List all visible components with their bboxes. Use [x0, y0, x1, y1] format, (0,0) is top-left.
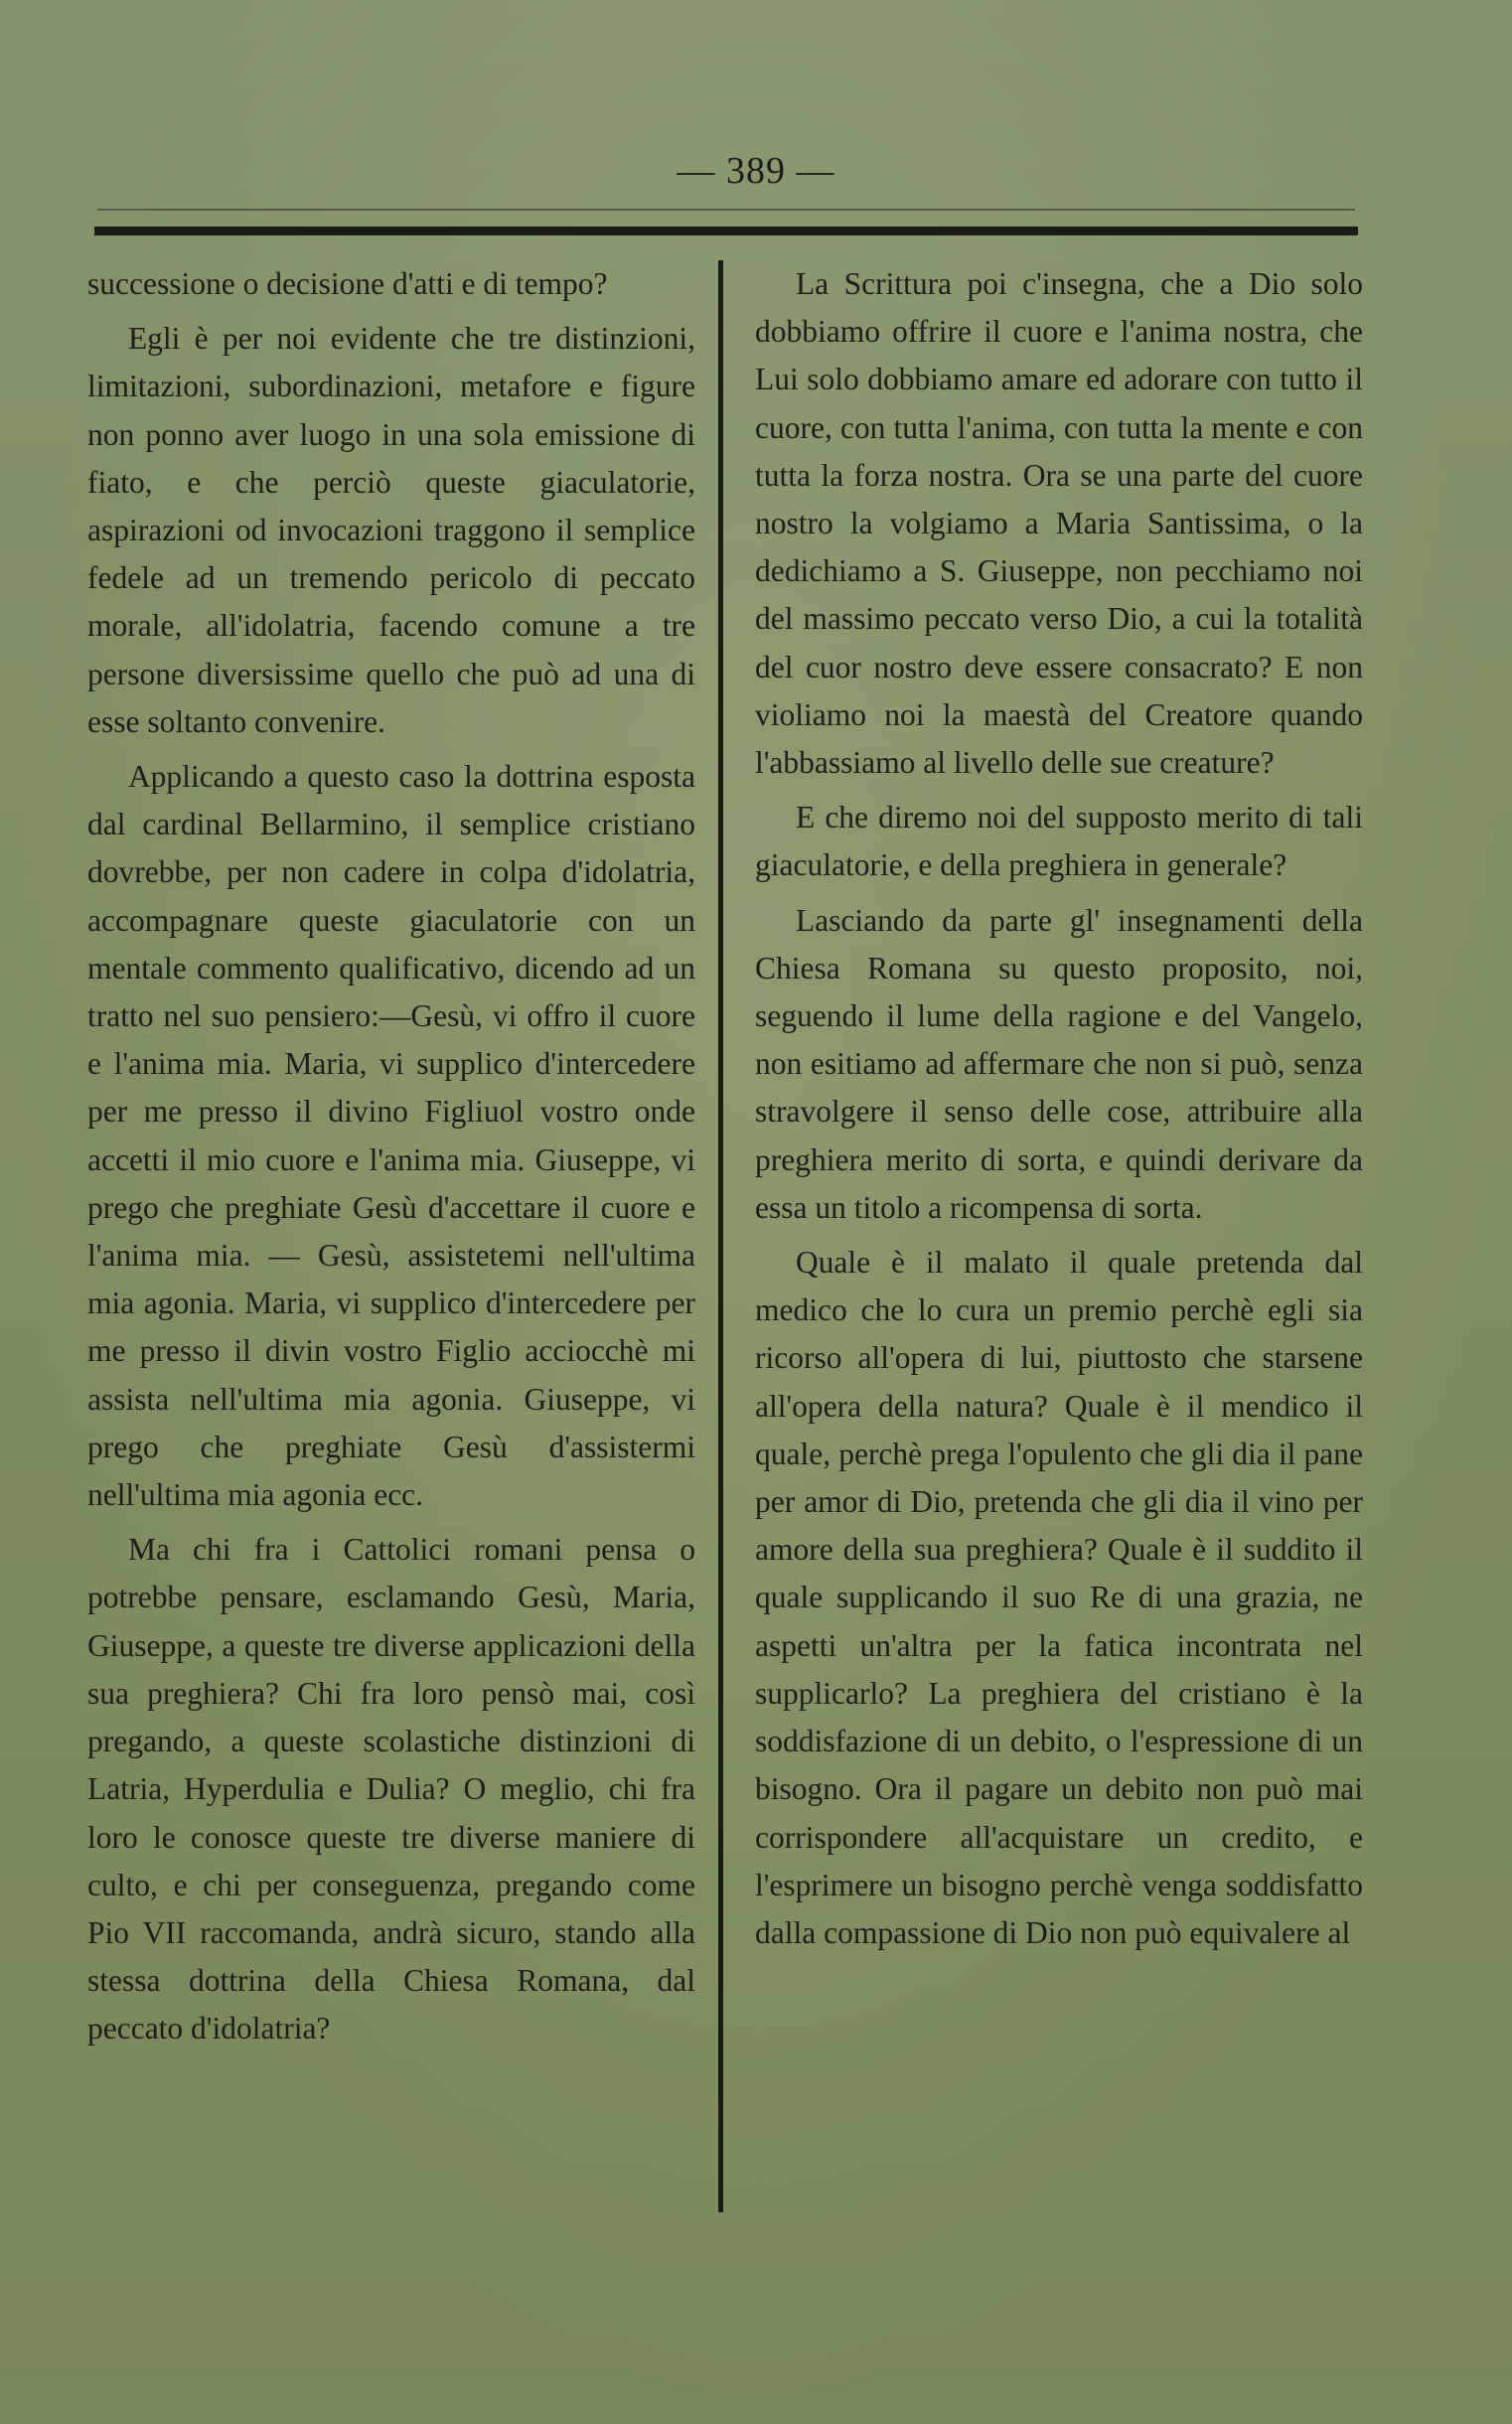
right-column — [755, 260, 1363, 1964]
paragraph: E che diremo noi del supposto merito di tali giaculatorie, e della preghiera in generale? — [755, 800, 1363, 883]
paragraph: Quale è il malato il quale pretenda dal medico che lo cura un premio perchè egli sia ricorso all'opera di lui, piuttosto che starsene all'opera della natura? Quale è il mendico il quale, perchè prega l'opulento che gli dia il pane per amor di Dio, pretenda che gli dia il vino per amore della sua preghiera? Quale è il suddito il quale supplicando il suo Re di una grazia, ne aspetti un'altra per la fatica incontrata nel supplicarlo? La preghiera del cristiano è la soddisfazione di un debito, o l'espressione di un bisogno. Ora il pagare un debito non può mai corrispondere all'acquistare un credito, e l'esprimere un bisogno perchè venga soddisfatto dalla compassione di Dio non può equivalere al — [755, 1245, 1363, 1950]
column-divider — [718, 260, 723, 2212]
paragraph: La Scrittura poi c'insegna, che a Dio solo dobbiamo offrire il cuore e l'anima nostra, che Lui solo dobbiamo amare ed adorare con tutto il cuore, con tutta l'anima, con tutta la mente e con tutta la forza nostra. Ora se una parte del cuore nostro la volgiamo a Maria Santissima, o la dedichiamo a S. Giuseppe, non pecchiamo noi del massimo peccato verso Dio, a cui la totalità del cuor nostro deve essere consacrato? E non violiamo noi la maestà del Creatore quando l'abbassiamo al livello delle sue creature? — [755, 266, 1363, 781]
paragraph: Egli è per noi evidente che tre distinzioni, limitazioni, subordinazioni, metafore e figure non ponno aver luogo in una sola emissione di fiato, e che perciò queste giaculatorie, aspirazioni od invocazioni traggono il semplice fedele ad un tremendo pericolo di peccato morale, all'idolatria, facendo comune a tre persone diversissime quello che può ad una di esse soltanto convenire. — [87, 321, 695, 739]
header-thick-rule — [94, 227, 1358, 235]
paragraph: Lasciando da parte gl' insegnamenti della Chiesa Romana su questo proposito, noi, seguendo il lume della ragione e del Vangelo, non esitiamo ad affermare che non si può, senza stravolgere il senso delle cose, attribuire alla preghiera merito di sorta, e quindi derivare da essa un titolo a ricompensa di sorta. — [755, 902, 1363, 1225]
paragraph: Ma chi fra i Cattolici romani pensa o potrebbe pensare, esclamando Gesù, Maria, Giuseppe, a queste tre diverse applicazioni della sua preghiera? Chi fra loro pensò mai, così pregando, a queste scolastiche distinzioni di Latria, Hyperdulia e Dulia? O meglio, chi fra loro le conosce queste tre diverse maniere di culto, e chi per conseguenza, pregando come Pio VII raccomanda, andrà sicuro, stando alla stessa dottrina della Chiesa Romana, dal peccato d'idolatria? — [87, 1532, 695, 2046]
left-column — [87, 260, 695, 2060]
paragraph: Applicando a questo caso la dottrina esposta dal cardinal Bellarmino, il semplice cristiano dovrebbe, per non cadere in colpa d'idolatria, accompagnare queste giaculatorie con un mentale commento qualificativo, dicendo ad un tratto nel suo pensiero:—Gesù, vi offro il cuore e l'anima mia. Maria, vi supplico d'intercedere per me presso il divino Figliuol vostro onde accetti il mio cuore e l'anima mia. Giuseppe, vi prego che preghiate Gesù d'accettare il cuore e l'anima mia. — Gesù, assistetemi nell'ultima mia agonia. Maria, vi supplico d'intercedere per me presso il divin vostro Figlio acciocchè mi assista nell'ultima mia agonia. Giuseppe, vi prego che preghiate Gesù d'assistermi nell'ultima mia agonia ecc. — [87, 759, 695, 1513]
header-thin-rule — [97, 209, 1355, 211]
page-number: — 389 — — [677, 150, 835, 192]
paragraph: successione o decisione d'atti e di tempo? — [87, 266, 608, 301]
